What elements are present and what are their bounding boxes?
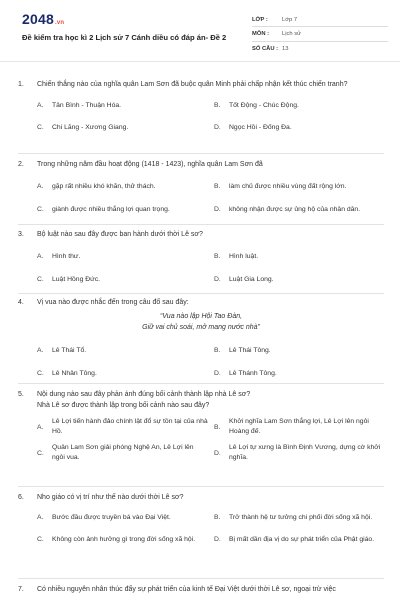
answer-option-a[interactable] xyxy=(37,343,208,359)
answer-letter: B. xyxy=(214,514,221,521)
answer-letter: D. xyxy=(214,536,221,543)
answer-option-c[interactable] xyxy=(37,366,208,382)
answer-text: Bị mất dần địa vị do sự phát triển của Phật giáo. xyxy=(229,535,375,543)
meta-table xyxy=(252,13,388,56)
question-3 xyxy=(18,230,384,288)
answer-letter: D. xyxy=(214,370,221,377)
answer-letter: B. xyxy=(214,423,221,431)
answer-text: Ngọc Hồi - Đống Đa. xyxy=(229,123,292,131)
answer-option-b[interactable] xyxy=(214,179,385,195)
answer-letter: D. xyxy=(214,276,221,283)
answer-text: Hình thư. xyxy=(52,252,81,260)
meta-value: Lịch sử xyxy=(282,30,302,37)
answer-option-b[interactable] xyxy=(214,510,385,526)
answer-letter: B. xyxy=(214,253,221,260)
meta-value: Lớp 7 xyxy=(282,16,298,23)
question-number: 4. xyxy=(18,299,24,306)
answer-text: Trở thành hệ tư tưởng chi phối đời sống xã hội. xyxy=(229,513,373,521)
answer-grid xyxy=(18,249,384,288)
answer-option-d[interactable] xyxy=(214,202,385,218)
answer-text: Khởi nghĩa Lam Sơn thắng lợi, Lê Lợi lên ngôi Hoàng đế. xyxy=(229,418,369,435)
divider xyxy=(18,578,384,579)
answer-letter: C. xyxy=(37,206,44,213)
answer-text: Lê Thái Tổ. xyxy=(52,346,87,354)
question-4 xyxy=(18,298,384,382)
answer-letter: A. xyxy=(37,183,44,190)
answer-text: Tân Bình - Thuận Hóa. xyxy=(52,101,122,109)
answer-option-c[interactable] xyxy=(37,202,208,218)
answer-letter: A. xyxy=(37,423,44,431)
question-number: 6. xyxy=(18,494,24,501)
answer-letter: C. xyxy=(37,536,44,543)
meta-row-count xyxy=(252,42,388,56)
answer-option-a[interactable] xyxy=(37,417,208,437)
divider xyxy=(18,293,384,294)
question-text: Bộ luật nào sau đây được ban hành dưới thời Lê sơ? xyxy=(37,231,203,238)
answer-letter: C. xyxy=(37,370,44,377)
question-2 xyxy=(18,160,384,218)
answer-grid xyxy=(18,510,384,548)
meta-key: LỚP : xyxy=(252,16,268,23)
answer-text: Lê Lợi tự xưng là Bình Định Vương, dựng cờ khởi nghĩa. xyxy=(229,444,381,461)
answer-text: Lê Lợi tiến hành đảo chính lật đổ sự tồn tại của nhà Hồ. xyxy=(52,418,208,435)
answer-text: không nhận được sự ủng hộ của nhân dân. xyxy=(229,205,361,213)
answer-text: Luật Hồng Đức. xyxy=(52,275,100,283)
answer-grid xyxy=(18,343,384,382)
answer-option-a[interactable] xyxy=(37,510,208,526)
answer-letter: D. xyxy=(214,449,221,457)
answer-letter: B. xyxy=(214,347,221,354)
question-text: Nội dung nào sau đây phản ánh đúng bối cảnh thành lập nhà Lê sơ? xyxy=(37,391,251,398)
riddle-line-1: “Vua nào lập Hội Tao Đàn, xyxy=(159,312,243,320)
answer-letter: D. xyxy=(214,124,221,131)
question-subtext: Nhà Lê sơ được thành lập trong bối cảnh nào sau đây? xyxy=(37,401,210,409)
answer-text: Bước đầu được truyền bá vào Đại Việt. xyxy=(52,513,171,521)
question-number: 3. xyxy=(18,231,24,238)
logo-text: 2048 xyxy=(22,11,54,27)
answer-option-d[interactable] xyxy=(214,272,385,288)
answer-text: Lê Nhân Tông. xyxy=(52,369,97,377)
meta-key: SỐ CÂU : xyxy=(252,45,279,52)
answer-option-d[interactable] xyxy=(214,366,385,382)
answer-text: làm chủ được nhiều vùng đất rộng lớn. xyxy=(229,182,347,190)
meta-row-class xyxy=(252,13,388,27)
answer-option-c[interactable] xyxy=(37,120,208,136)
answer-option-d[interactable] xyxy=(214,443,385,463)
question-number: 7. xyxy=(18,586,24,593)
answer-option-b[interactable] xyxy=(214,417,385,437)
question-7 xyxy=(18,585,384,596)
answer-option-c[interactable] xyxy=(37,532,208,548)
question-number: 5. xyxy=(18,391,24,398)
answer-text: Lê Thái Tông. xyxy=(229,346,271,354)
answer-text: gặp rất nhiều khó khăn, thử thách. xyxy=(52,182,156,190)
meta-value: 13 xyxy=(282,45,289,52)
answer-letter: B. xyxy=(214,102,221,109)
question-number: 2. xyxy=(18,161,24,168)
answer-option-d[interactable] xyxy=(214,120,385,136)
answer-text: Không còn ảnh hưởng gì trong đời sống xã hội. xyxy=(52,535,196,543)
divider xyxy=(18,486,384,487)
question-number: 1. xyxy=(18,81,24,88)
riddle-line-2: Giữ vai chủ soái, mở mang nước nhà” xyxy=(142,323,260,331)
question-text: Chiến thắng nào của nghĩa quân Lam Sơn đã buộc quân Minh phải chấp nhận kết thúc chiến tranh? xyxy=(37,81,348,88)
answer-option-b[interactable] xyxy=(214,98,385,114)
site-logo[interactable] xyxy=(22,11,64,27)
question-text: Trong những năm đầu hoạt động (1418 - 1423), nghĩa quân Lam Sơn đã xyxy=(37,161,263,168)
question-1 xyxy=(18,80,384,136)
answer-option-c[interactable] xyxy=(37,272,208,288)
answer-option-c[interactable] xyxy=(37,443,208,463)
question-text: Có nhiều nguyên nhân thúc đẩy sự phát triển của kinh tế Đại Việt dưới thời Lê sơ, ngoại trừ việc xyxy=(37,586,336,593)
question-text: Vị vua nào được nhắc đến trong câu đố sau đây: xyxy=(37,299,189,306)
answer-option-d[interactable] xyxy=(214,532,385,548)
answer-grid xyxy=(18,417,384,463)
answer-text: Luật Gia Long. xyxy=(229,275,274,283)
divider xyxy=(18,153,384,154)
answer-letter: C. xyxy=(37,276,44,283)
answer-letter: C. xyxy=(37,449,44,457)
meta-key: MÔN : xyxy=(252,30,270,37)
answer-letter: A. xyxy=(37,514,44,521)
answer-text: Tốt Động - Chúc Động. xyxy=(229,101,299,109)
divider xyxy=(18,383,384,384)
answer-option-a[interactable] xyxy=(37,179,208,195)
answer-option-a[interactable] xyxy=(37,249,208,265)
answer-letter: C. xyxy=(37,124,44,131)
answer-option-b[interactable] xyxy=(214,249,385,265)
logo-suffix: .vn xyxy=(54,20,65,26)
answer-letter: A. xyxy=(37,102,44,109)
page-title: Đề kiểm tra học kì 2 Lịch sử 7 Cánh diều có đáp án- Đề 2 xyxy=(22,33,227,42)
answer-letter: A. xyxy=(37,347,44,354)
answer-letter: B. xyxy=(214,183,221,190)
answer-option-b[interactable] xyxy=(214,343,385,359)
question-6 xyxy=(18,493,384,548)
answer-letter: D. xyxy=(214,206,221,213)
answer-text: Lê Thánh Tông. xyxy=(229,369,277,377)
answer-text: Quân Lam Sơn giải phóng Nghệ An, Lê Lợi lên ngôi vua. xyxy=(52,444,194,461)
question-5 xyxy=(18,390,384,463)
answer-text: Hình luật. xyxy=(229,252,259,260)
meta-row-subject xyxy=(252,27,388,41)
answer-text: giành được nhiều thắng lợi quan trọng. xyxy=(52,205,170,213)
question-text: Nho giáo có vị trí như thế nào dưới thời Lê sơ? xyxy=(37,494,184,501)
answer-grid xyxy=(18,179,384,218)
answer-letter: A. xyxy=(37,253,44,260)
answer-text: Chi Lăng - Xương Giang. xyxy=(52,123,129,131)
document-header xyxy=(0,0,400,62)
divider xyxy=(18,224,384,225)
answer-grid xyxy=(18,98,384,136)
answer-option-a[interactable] xyxy=(37,98,208,114)
